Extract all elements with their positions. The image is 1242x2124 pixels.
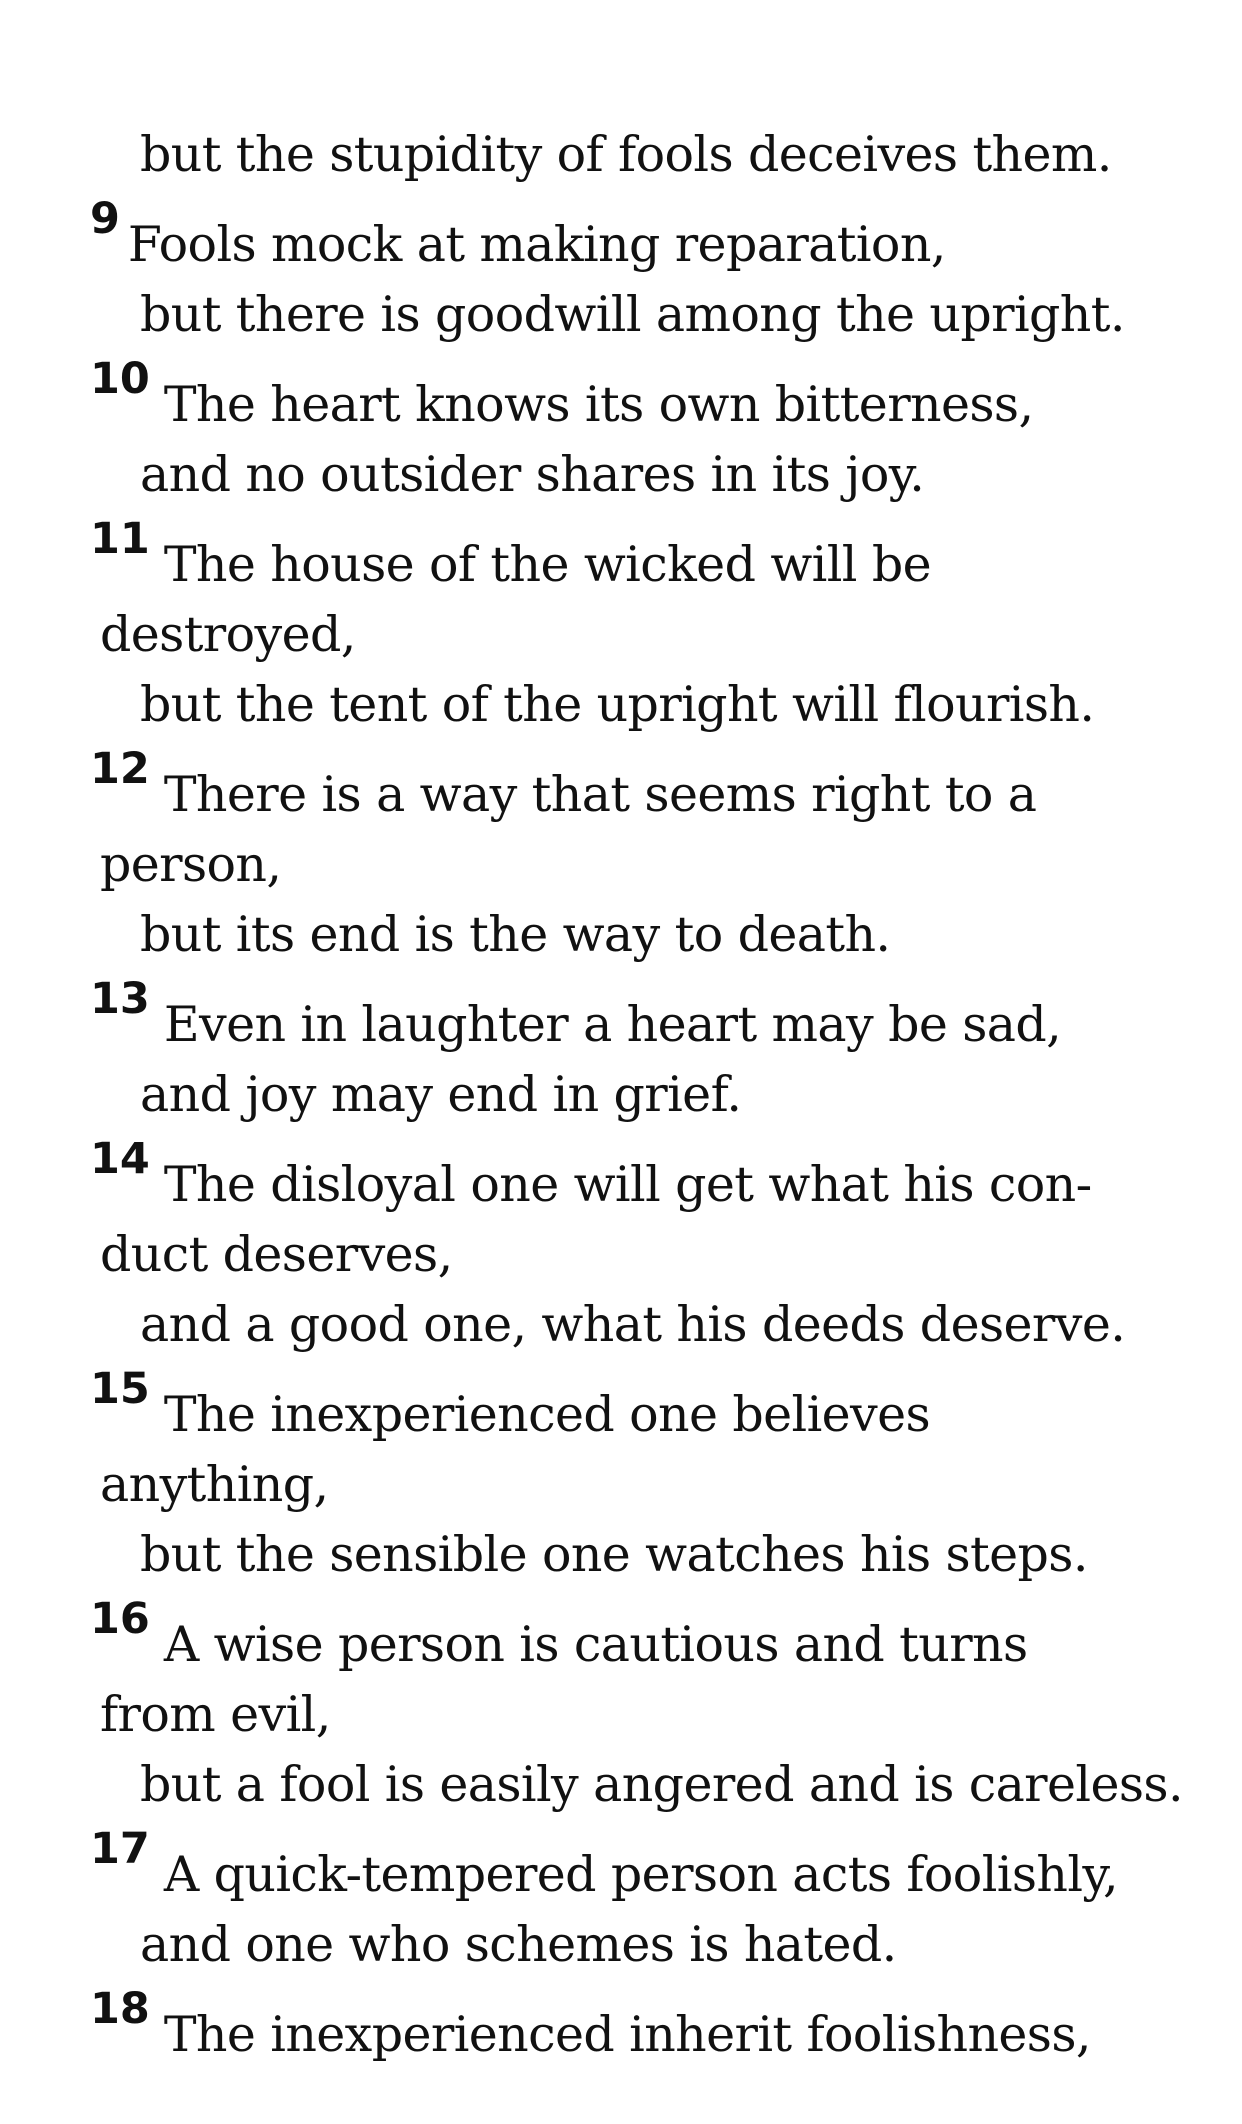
verse-15: 15 The inexperienced one believes [90, 1364, 931, 1443]
verse-12: 12 There is a way that seems right to a [90, 744, 1037, 823]
text-line: but its end is the way to death. [140, 906, 891, 963]
verse-10: 10 The heart knows its own bitterness, [90, 354, 1034, 433]
verse-9: 9 Fools mock at making reparation, [90, 194, 946, 273]
text-line: but the sensible one watches his steps. [140, 1526, 1088, 1583]
verse-17: 17 A quick-tempered person acts foolishly, [90, 1824, 1118, 1903]
verse-number: 12 [90, 744, 150, 794]
text-line: and no outsider shares in its joy. [140, 446, 925, 503]
text-line: duct deserves, [100, 1226, 453, 1283]
verse-number: 14 [90, 1134, 150, 1184]
verse-number: 16 [90, 1594, 150, 1644]
text-line: and one who schemes is hated. [140, 1916, 897, 1973]
verse-number: 11 [90, 514, 150, 564]
verse-11: 11 The house of the wicked will be [90, 514, 932, 593]
verse-18: 18 The inexperienced inherit foolishness, [90, 1984, 1091, 2063]
text-line: anything, [100, 1456, 329, 1513]
text-line: but a fool is easily angered and is careless. [140, 1756, 1183, 1813]
text-line: from evil, [100, 1686, 331, 1743]
verse-number: 9 [90, 194, 120, 244]
verse-16: 16 A wise person is cautious and turns [90, 1594, 1028, 1673]
verse-number: 17 [90, 1824, 150, 1874]
verse-13: 13 Even in laughter a heart may be sad, [90, 974, 1062, 1053]
text-line: but the tent of the upright will flourish. [140, 676, 1095, 733]
verse-number: 10 [90, 354, 150, 404]
verse-number: 18 [90, 1984, 150, 2034]
text-line: person, [100, 836, 282, 893]
verse-number: 13 [90, 974, 150, 1024]
text-line: but the stupidity of fools deceives them. [140, 126, 1112, 183]
verse-number: 15 [90, 1364, 150, 1414]
text-line: but there is goodwill among the upright. [140, 286, 1125, 343]
text-line: destroyed, [100, 606, 356, 663]
verse-14: 14 The disloyal one will get what his con- [90, 1134, 1092, 1213]
text-line: and joy may end in grief. [140, 1066, 742, 1123]
text-line: and a good one, what his deeds deserve. [140, 1296, 1126, 1353]
